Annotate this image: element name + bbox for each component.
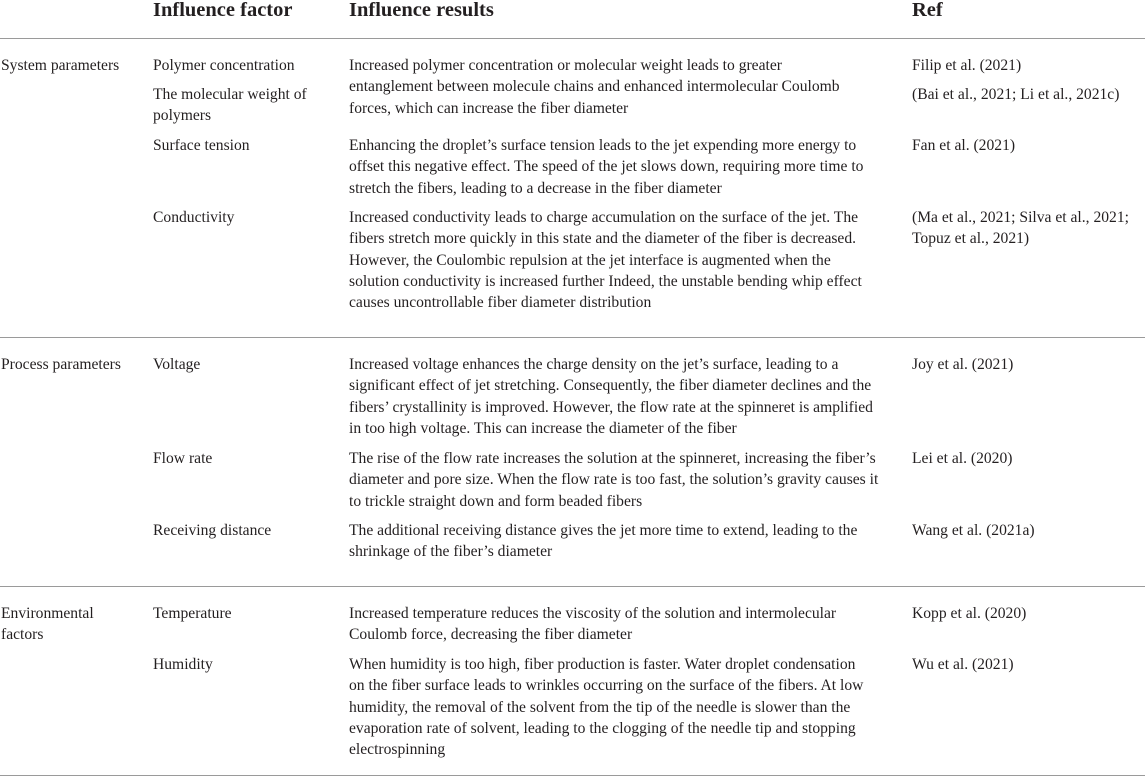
header-ref: Ref — [912, 0, 943, 21]
factor-receiving-distance: Receiving distance — [153, 522, 272, 539]
factor-humidity: Humidity — [153, 656, 213, 673]
header-divider — [0, 38, 1145, 39]
result-line: forces, which can increase the fiber diameter — [349, 99, 629, 117]
ref-polymer-concentration: Filip et al. (2021) — [912, 57, 1022, 74]
result-line: fibers stretch more quickly in this state and the diameter of the fiber is decreased. — [349, 230, 857, 248]
result-receiving-distance — [349, 520, 894, 563]
result-voltage — [349, 354, 894, 439]
result-line: Increased conductivity leads to charge accumulation on the surface of the jet. The — [349, 209, 859, 226]
result-line: Increased voltage enhances the charge density on the jet’s surface, leading to a — [349, 356, 839, 373]
ref-conductivity — [912, 207, 1129, 250]
result-line: When humidity is too high, fiber production is faster. Water droplet condensation — [349, 656, 856, 673]
result-line: causes uncontrollable fiber diameter distribution — [349, 294, 652, 312]
result-temperature — [349, 603, 894, 646]
header-influence-results: Influence results — [349, 0, 494, 21]
factor-temperature: Temperature — [153, 605, 232, 622]
header-influence-factor: Influence factor — [153, 0, 293, 21]
result-line: on the fiber surface leads to wrinkles occurring on the surface of the fibers. At low — [349, 677, 864, 695]
result-line: Coulomb force, decreasing the fiber diameter — [349, 626, 633, 644]
result-line: fibers’ crystallinity is improved. However, the flow rate at the spinneret is amplified — [349, 398, 873, 416]
result-line: entanglement between molecule chains and enhanced intermolecular Coulomb — [349, 78, 840, 96]
result-line: evaporation rate of solvent, leading to the clogging of the needle tip and stopping — [349, 719, 856, 737]
category-line: Environmental — [1, 605, 94, 622]
result-humidity — [349, 654, 894, 760]
ref-line: Topuz et al., 2021) — [912, 230, 1030, 248]
ref-flow-rate: Lei et al. (2020) — [912, 450, 1013, 467]
ref-receiving-distance: Wang et al. (2021a) — [912, 522, 1035, 539]
factor-flow-rate: Flow rate — [153, 450, 213, 467]
result-line: stretch the fibers, leading to a decrease in the fiber diameter — [349, 179, 722, 197]
result-line: Increased temperature reduces the viscosity of the solution and intermolecular — [349, 605, 837, 622]
result-line: Enhancing the droplet’s surface tension leads to the jet expending more energy to — [349, 137, 857, 154]
factor-voltage: Voltage — [153, 356, 201, 373]
table-bottom-rule — [0, 775, 1145, 776]
result-line: However, the Coulombic repulsion at the jet interface is augmented when the — [349, 251, 831, 269]
group-divider — [0, 337, 1145, 338]
factor-surface-tension: Surface tension — [153, 137, 250, 154]
factor-molecular-weight — [153, 84, 307, 127]
ref-molecular-weight: (Bai et al., 2021; Li et al., 2021c) — [912, 86, 1120, 103]
result-polymer-concentration — [349, 55, 894, 119]
result-line: diameter and pore size. When the flow rate is too fast, the solution’s gravity causes it — [349, 471, 879, 489]
result-line: The additional receiving distance gives the jet more time to extend, leading to the — [349, 522, 858, 539]
result-line: The rise of the flow rate increases the solution at the spinneret, increasing the fiber’s — [349, 450, 876, 467]
category-process-parameters: Process parameters — [1, 356, 121, 373]
category-line: factors — [1, 626, 44, 644]
result-line: offset this negative effect. The speed of the jet slows down, requiring more time to — [349, 158, 864, 176]
ref-temperature: Kopp et al. (2020) — [912, 605, 1027, 622]
result-line: shrinkage of the fiber’s diameter — [349, 543, 553, 561]
result-line: electrospinning — [349, 741, 446, 759]
result-line: to trickle straight down and form beaded fibers — [349, 492, 643, 510]
result-line: Increased polymer concentration or molecular weight leads to greater — [349, 57, 782, 74]
result-conductivity — [349, 207, 894, 313]
category-system-parameters: System parameters — [1, 57, 120, 74]
factor-conductivity: Conductivity — [153, 209, 235, 226]
ref-humidity: Wu et al. (2021) — [912, 656, 1014, 673]
result-line: significant effect of jet stretching. Consequently, the fiber diameter declines and the — [349, 377, 872, 395]
result-flow-rate — [349, 448, 894, 512]
factor-line: polymers — [153, 107, 212, 125]
group-divider — [0, 586, 1145, 587]
ref-line: (Ma et al., 2021; Silva et al., 2021; — [912, 209, 1129, 226]
result-surface-tension — [349, 135, 894, 199]
category-environmental-factors — [1, 603, 94, 646]
ref-voltage: Joy et al. (2021) — [912, 356, 1014, 373]
result-line: solution conductivity is increased further Indeed, the unstable bending whip effect — [349, 272, 862, 290]
result-line: in too high voltage. This can increase the diameter of the fiber — [349, 419, 737, 437]
factor-polymer-concentration: Polymer concentration — [153, 57, 295, 74]
factor-line: The molecular weight of — [153, 86, 307, 103]
result-line: humidity, the removal of the solvent from the tip of the needle is slower than the — [349, 698, 851, 716]
ref-surface-tension: Fan et al. (2021) — [912, 137, 1016, 154]
